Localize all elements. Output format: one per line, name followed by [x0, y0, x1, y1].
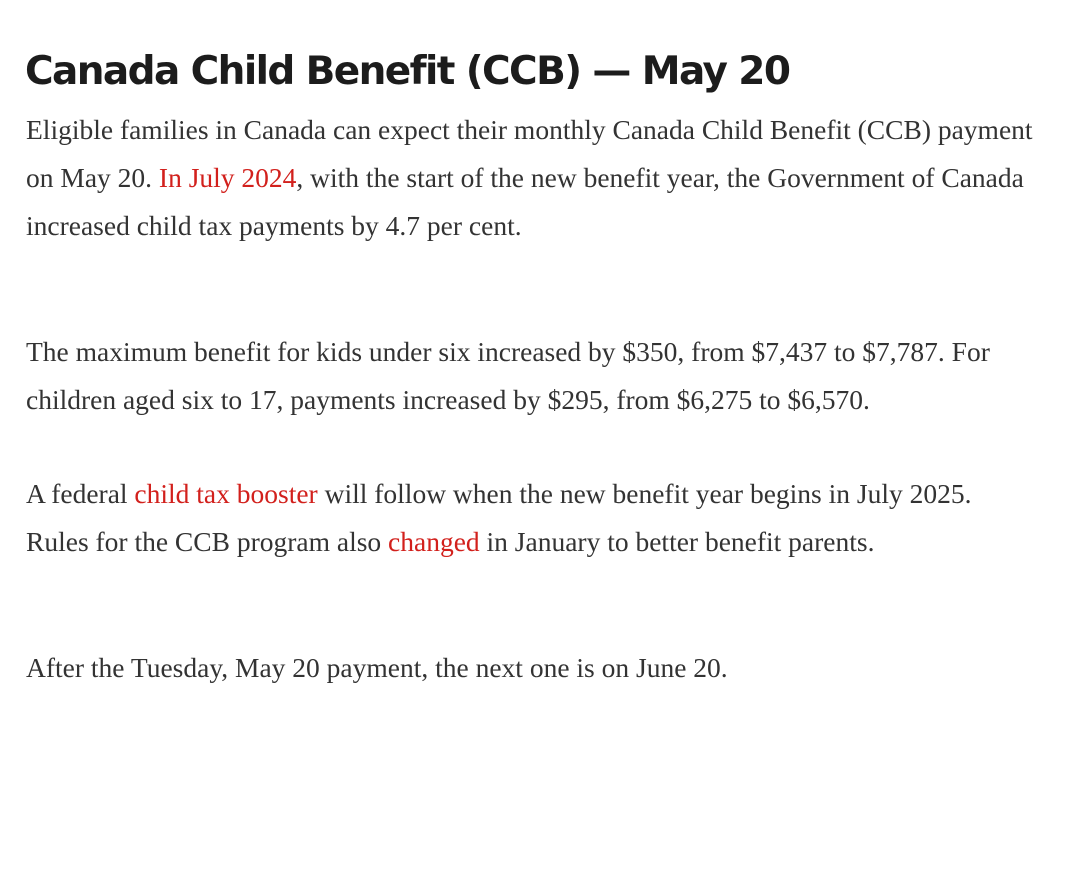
paragraph-text: Eligible families in Canada can expect their monthly Canada Child Benefit (CCB) payment on May 20. — [26, 114, 1033, 193]
paragraph-tax-booster — [26, 470, 1036, 566]
paragraph-payment-intro — [26, 106, 1036, 250]
paragraph-text: A federal — [26, 478, 135, 509]
paragraph-next-payment: After the Tuesday, May 20 payment, the next one is on June 20. — [26, 652, 728, 683]
article — [26, 38, 1036, 692]
paragraph-maximum-benefit: The maximum benefit for kids under six increased by $350, from $7,437 to $7,787. For children aged six to 17, payments increased by $295, from $6,275 to $6,570. — [26, 336, 990, 415]
link-july-2024[interactable]: In July 2024 — [158, 162, 297, 193]
link-changed[interactable]: changed — [388, 526, 480, 557]
article-heading: Canada Child Benefit (CCB) — May 20 — [25, 49, 790, 94]
paragraph-text: , with the start of the new benefit year, the Government of Canada increased child tax payments by 4.7 per cent. — [26, 162, 1024, 241]
link-child-tax-booster[interactable]: child tax booster — [134, 478, 318, 509]
paragraph-text: will follow when the new benefit year begins in July 2025. Rules for the CCB program also — [26, 478, 972, 557]
paragraph-text: in January to better benefit parents. — [479, 526, 875, 557]
